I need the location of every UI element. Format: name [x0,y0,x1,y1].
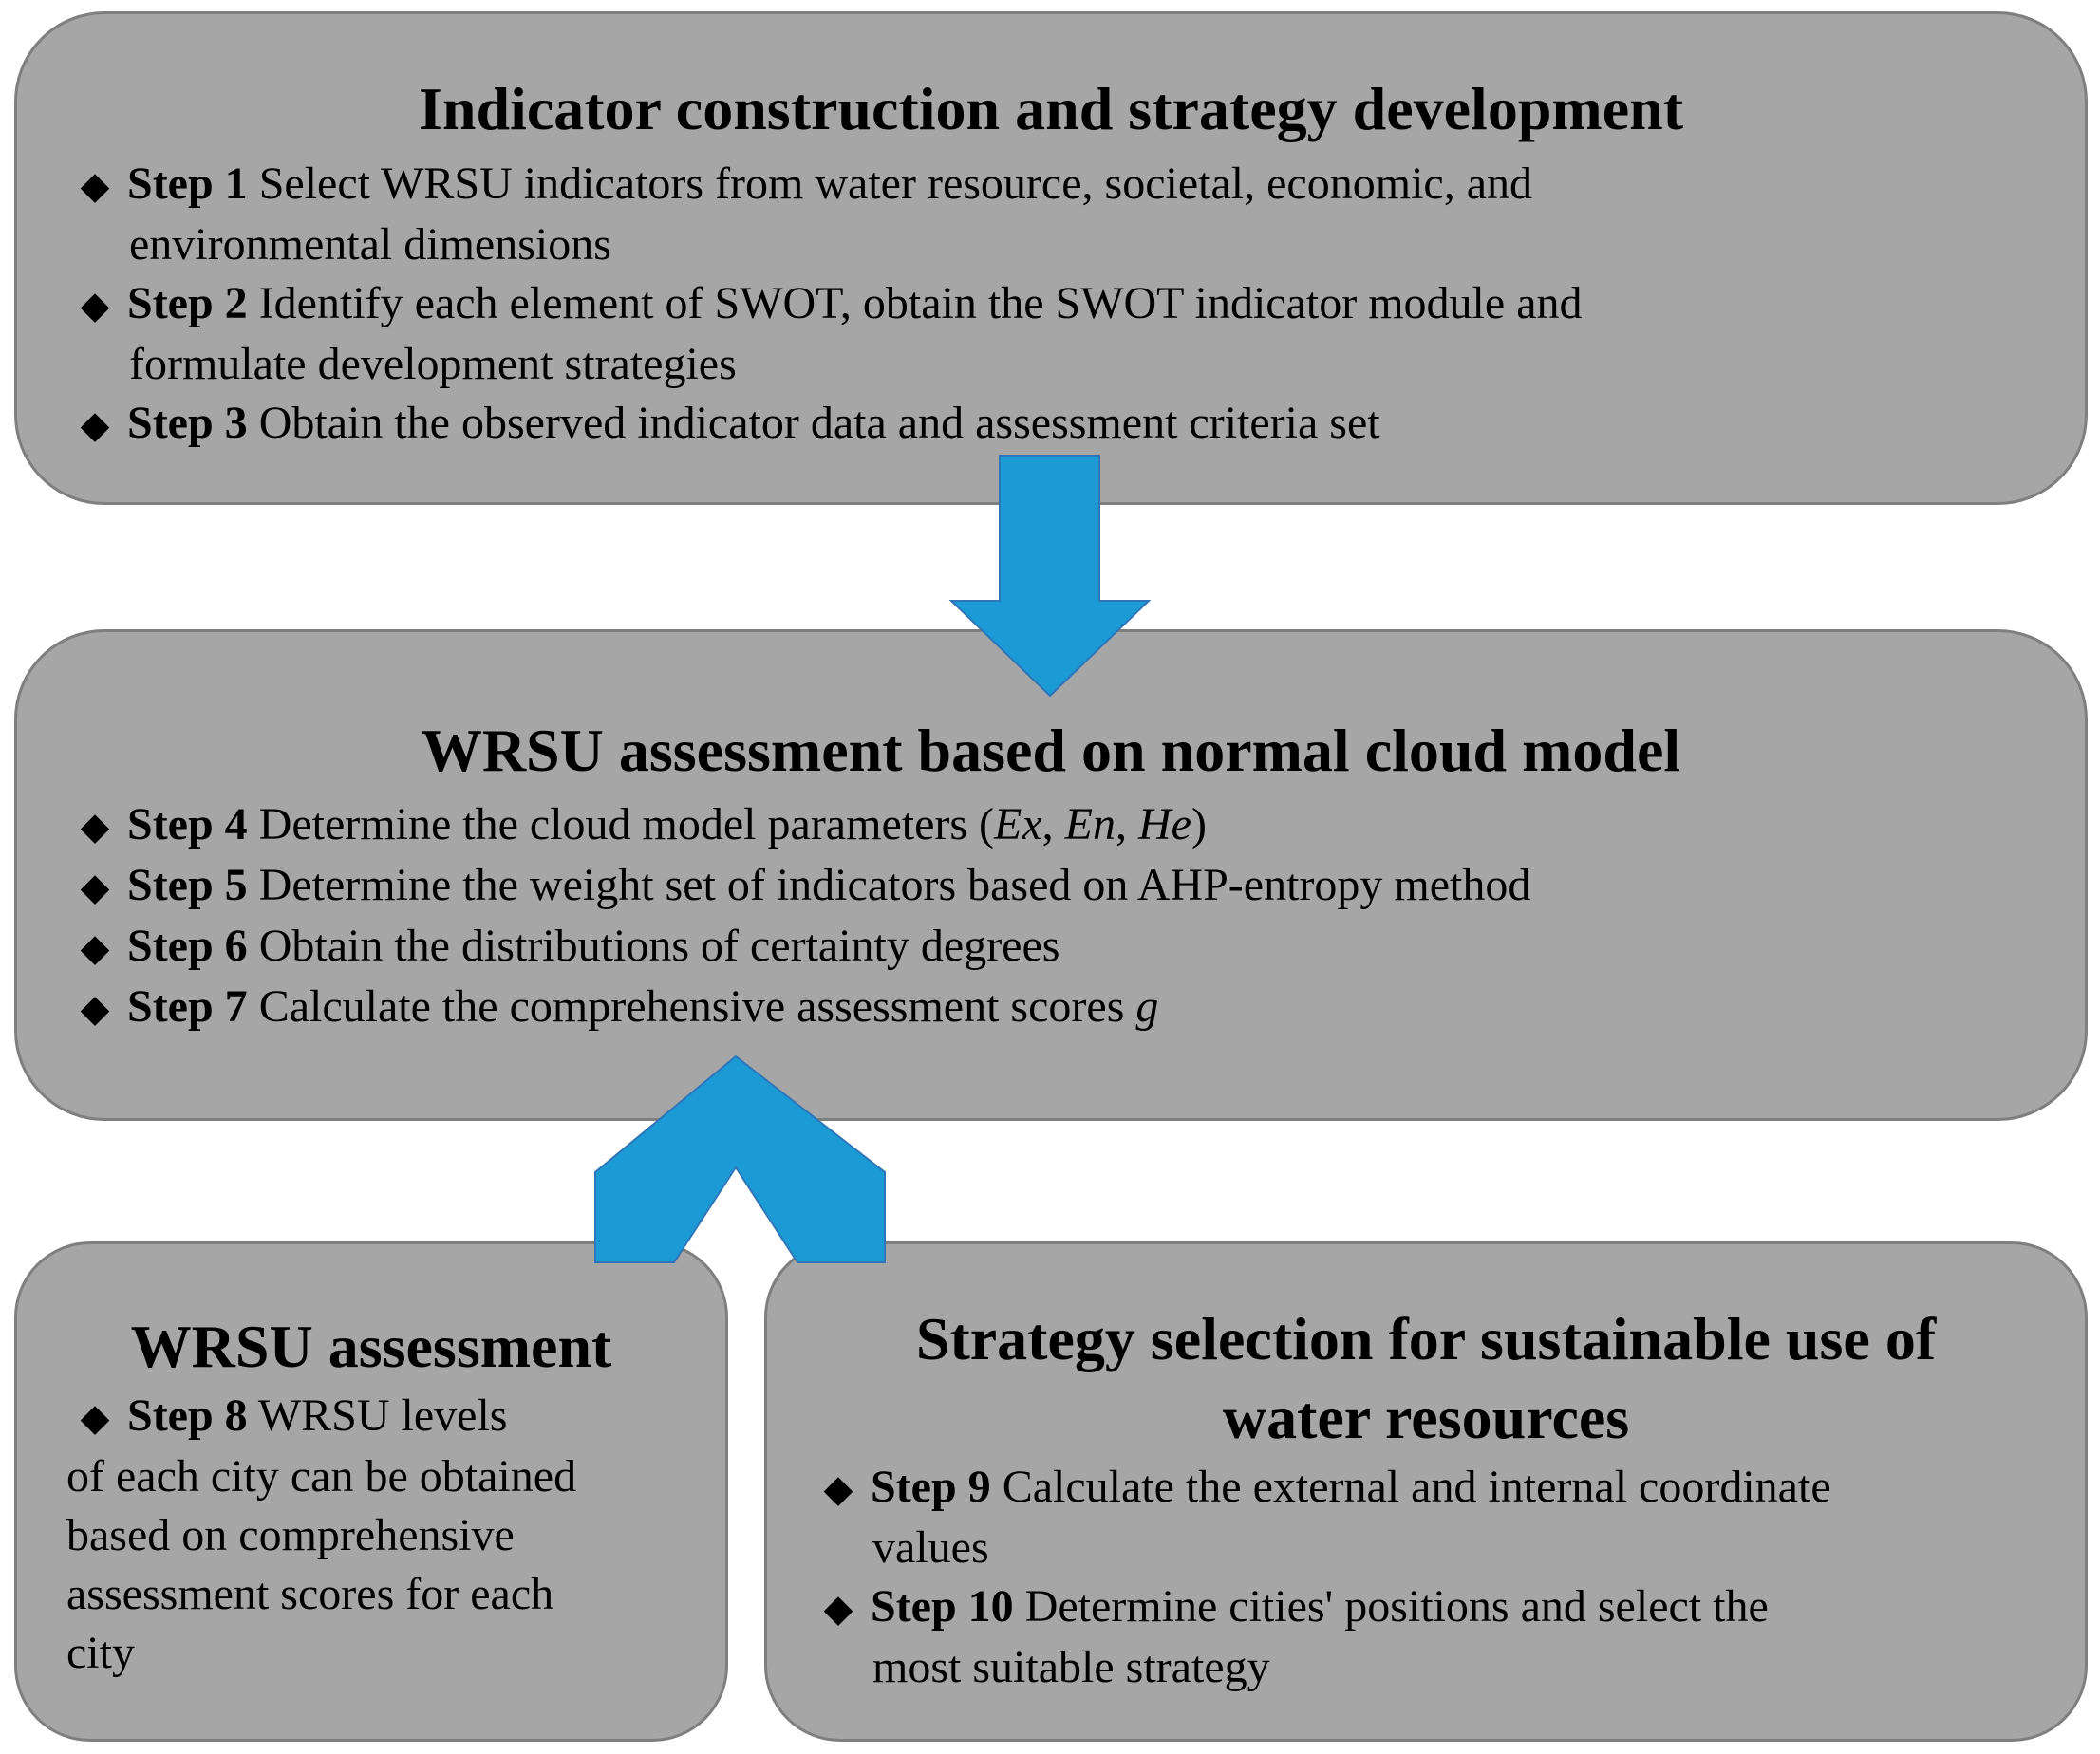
bullet-diamond-icon: ◆ [823,1467,853,1510]
bullet-diamond-icon: ◆ [80,403,110,446]
step-text: WRSU levels [257,1390,508,1441]
step-text: Select WRSU indicators from water resource, societal, economic, and [258,159,1533,209]
step-text: Identify each element of SWOT, obtain the SWOT indicator module and [258,278,1583,328]
step-text-cont: environmental dimensions [129,219,611,270]
step-label: Step 5 [127,860,248,910]
step-text-cont: assessment scores for each [66,1569,554,1619]
step-text-cont: formulate development strategies [129,339,737,389]
bullet-diamond-icon: ◆ [80,1396,110,1439]
step-text-cont: of each city can be obtained [66,1451,577,1502]
step-label: Step 8 [127,1390,248,1441]
step-label: Step 2 [127,278,248,328]
step-label: Step 3 [127,398,248,448]
step-label: Step 1 [127,159,248,209]
box-title: WRSU assessment based on normal cloud model [421,717,1681,784]
step-text-cont: city [66,1628,135,1678]
bullet-diamond-icon: ◆ [80,164,110,207]
box-title-line2: water resources [1222,1384,1630,1451]
step-text: Calculate the comprehensive assessment scores [258,981,1136,1032]
bullet-diamond-icon: ◆ [80,987,110,1030]
step-text: Calculate the external and internal coordinate [1002,1462,1831,1512]
box-title: Indicator construction and strategy development [418,75,1684,142]
box-title: WRSU assessment [130,1313,612,1380]
step-label: Step 6 [127,921,248,971]
step-text: Obtain the observed indicator data and assessment criteria set [258,398,1380,448]
step-text: Obtain the distributions of certainty degrees [258,921,1060,971]
param-ex: Ex [994,799,1042,849]
step-label: Step 10 [871,1581,1014,1632]
split-arrow-icon [595,1056,885,1262]
bullet-diamond-icon: ◆ [80,866,110,908]
step-text: Determine the cloud model parameters ( [258,799,995,849]
bullet-diamond-icon: ◆ [80,284,110,327]
separator: , [1041,799,1065,849]
score-variable: g [1135,981,1159,1032]
step-label: Step 9 [871,1462,991,1512]
step-text-cont: values [872,1522,989,1573]
bullet-diamond-icon: ◆ [80,926,110,969]
box-title: Strategy selection for sustainable use of [915,1305,1937,1372]
step-text: Determine the weight set of indicators based on AHP-entropy method [258,860,1531,910]
separator: , [1116,799,1138,849]
step-text: Determine cities' positions and select the [1024,1581,1769,1632]
step-text-cont: based on comprehensive [66,1510,515,1560]
step-label: Step 4 [127,799,248,849]
bullet-diamond-icon: ◆ [823,1587,853,1630]
down-arrow-icon [951,456,1149,696]
close-paren: ) [1191,799,1207,849]
step-text-cont: most suitable strategy [872,1642,1270,1692]
param-en: En [1064,799,1116,849]
step-label: Step 7 [127,981,248,1032]
param-he: He [1138,799,1191,849]
bullet-diamond-icon: ◆ [80,805,110,848]
